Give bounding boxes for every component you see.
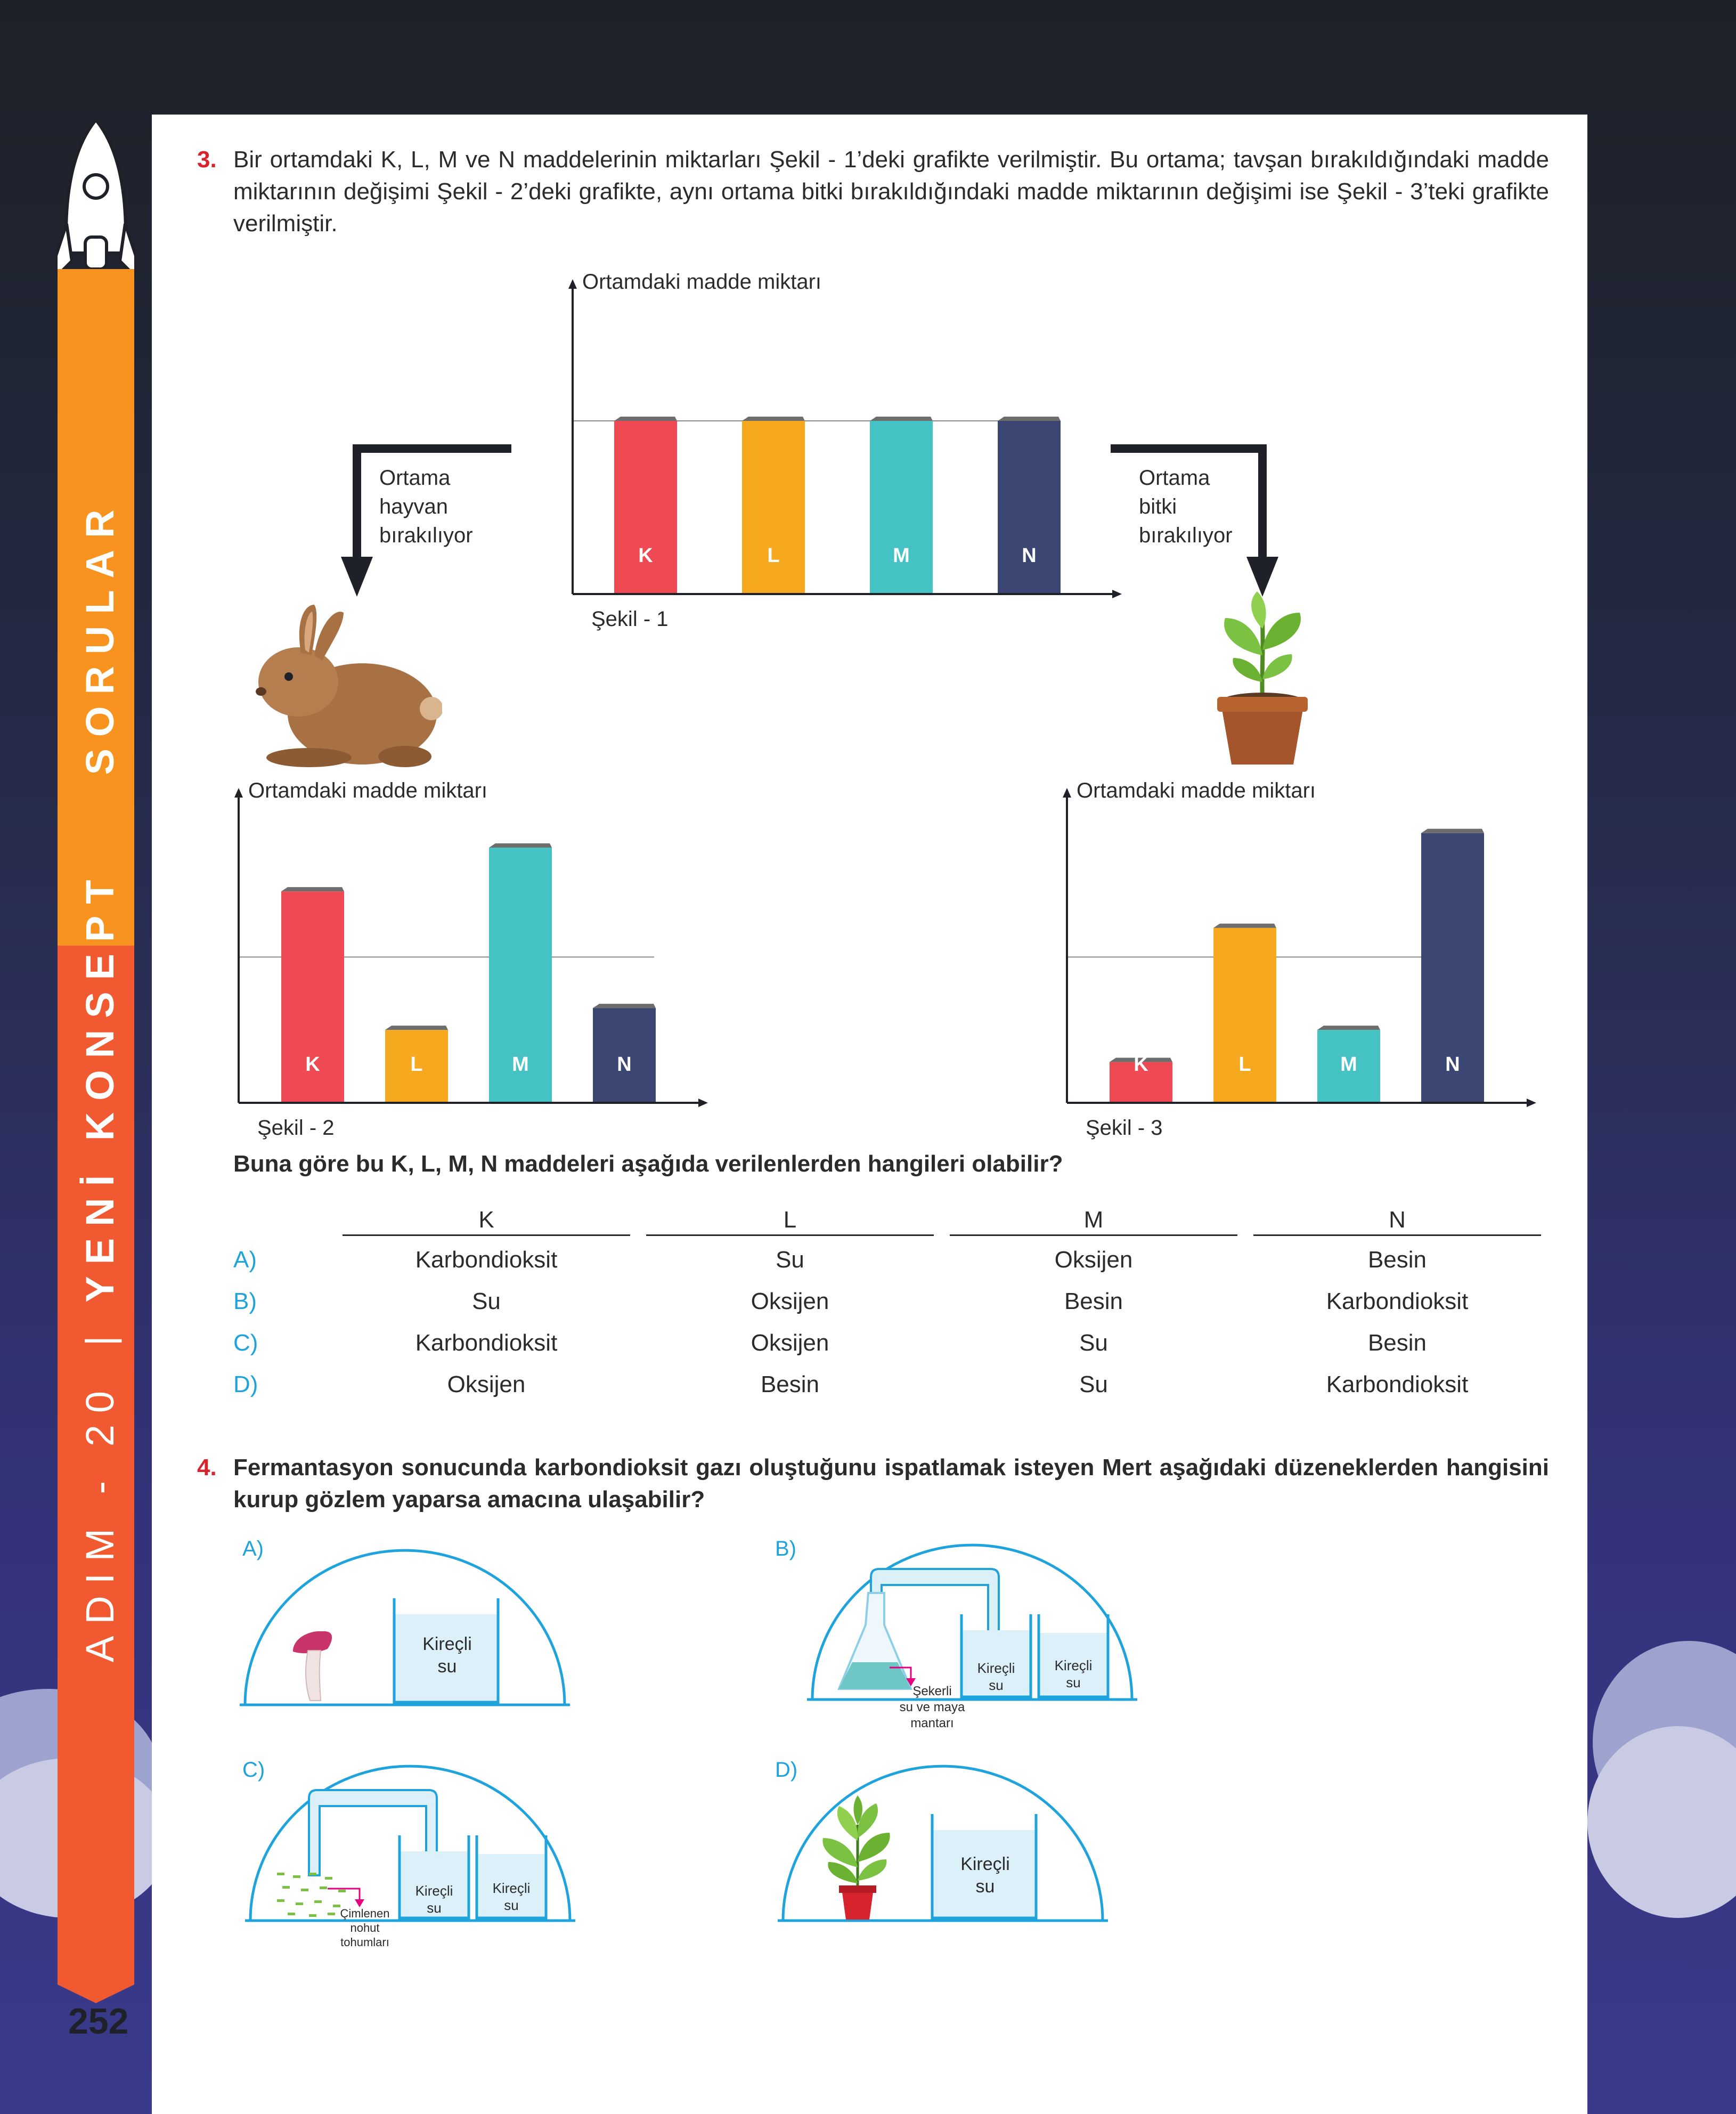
rabbit-illustration <box>240 602 442 773</box>
question-4-text: Fermantasyon sonucunda karbondioksit gazı oluştuğunu ispatlamak isteyen Mert aşağıdaki düzeneklerden hangisini kurup gözlem yaparsa amacına ulaşabilir? <box>233 1454 1549 1513</box>
mushroom-icon <box>293 1631 332 1701</box>
q4-b-beaker1-label: Kireçli su <box>977 1660 1015 1693</box>
chart-2-bar-top-n <box>593 1004 656 1008</box>
chart-2-bar-top-l <box>385 1026 448 1030</box>
chart-1-bar-top-m <box>870 417 933 421</box>
q4-option-d-setup[interactable] <box>772 1761 1113 1926</box>
chart-1-bar-m <box>870 421 933 594</box>
option-a-m: Oksijen <box>1054 1247 1133 1273</box>
chart-3-bar-label-n: N <box>1445 1053 1460 1076</box>
sidebar-yeni-konsept: YENİ KONSEPT <box>78 868 122 1303</box>
option-b-m: Besin <box>1064 1288 1123 1314</box>
option-c-letter: C) <box>233 1330 258 1356</box>
option-d-k: Oksijen <box>447 1371 526 1397</box>
left-arrow-label: Ortama hayvan bırakılıyor <box>379 466 473 547</box>
option-c-l: Oksijen <box>751 1330 829 1356</box>
chart-2-ylabel: Ortamdaki madde miktarı <box>248 780 488 802</box>
sidebar-band-tip <box>58 1971 134 2003</box>
chart-2-title: Şekil - 2 <box>257 1116 335 1140</box>
table-header-l: L <box>783 1207 797 1233</box>
option-d-letter: D) <box>233 1371 258 1397</box>
chart-1-bar-top-k <box>614 417 677 421</box>
chart-1-bar-k <box>614 421 677 594</box>
chart-1-bar-n <box>998 421 1061 594</box>
chart-2-x-axis-arrow <box>698 1099 708 1107</box>
chart-2-bar-label-m: M <box>512 1053 529 1076</box>
option-d-n: Karbondioksit <box>1326 1371 1469 1397</box>
chart-2-bar-top-k <box>281 887 344 891</box>
q4-option-d-letter[interactable]: D) <box>775 1758 798 1782</box>
option-b-l: Oksijen <box>751 1288 829 1314</box>
chart-1-bar-top-l <box>742 417 805 421</box>
option-d-l: Besin <box>760 1371 820 1397</box>
option-a-k: Karbondioksit <box>415 1247 558 1273</box>
chart-2-root <box>234 780 708 1140</box>
header-underline-l <box>646 1234 934 1236</box>
chart-2-bar-label-n: N <box>617 1053 632 1076</box>
q4-option-b-letter[interactable]: B) <box>775 1537 796 1560</box>
sidebar-adim: ADIM - 20 <box>78 1379 122 1662</box>
chart-1-bar-label-l: L <box>767 544 780 567</box>
chart-1-y-axis-arrow <box>568 279 577 289</box>
option-c-k: Karbondioksit <box>415 1330 558 1356</box>
option-c-n: Besin <box>1367 1330 1427 1356</box>
option-b-k: Su <box>472 1288 501 1314</box>
option-a-n: Besin <box>1367 1247 1427 1273</box>
sidebar-separator: | <box>78 1336 122 1346</box>
q4-b-beaker2-label: Kireçli su <box>1054 1657 1093 1690</box>
chart-1-title: Şekil - 1 <box>591 607 669 631</box>
potted-plant-illustration <box>1215 591 1310 767</box>
option-b-letter: B) <box>233 1288 257 1314</box>
chart-3-root <box>1063 780 1536 1140</box>
chart-2-bar-label-l: L <box>410 1053 423 1076</box>
page-number: 252 <box>68 2001 129 2042</box>
chart-3-bar-top-m <box>1317 1026 1380 1030</box>
options-table <box>229 1204 1550 1406</box>
question-3-number: 3. <box>197 147 217 173</box>
header-underline-k <box>343 1234 630 1236</box>
chart-3-bar-label-k: K <box>1134 1053 1148 1076</box>
chart-sekil-1 <box>543 272 1145 645</box>
chart-2-y-axis-arrow <box>234 788 243 798</box>
chart-1-bar-l <box>742 421 805 594</box>
chart-2-bar-top-m <box>489 843 552 848</box>
table-header-n: N <box>1389 1207 1406 1233</box>
chart-1-ylabel: Ortamdaki madde miktarı <box>582 272 822 294</box>
q4-b-flask-label: Şekerli su ve maya mantarı <box>899 1684 965 1730</box>
chart-3-bar-top-n <box>1421 829 1484 833</box>
header-underline-m <box>950 1234 1237 1236</box>
option-b-n: Karbondioksit <box>1326 1288 1469 1314</box>
q4-option-a-letter[interactable]: A) <box>242 1537 264 1560</box>
q4-d-beaker-label: Kireçli su <box>960 1854 1010 1897</box>
q4-option-a-setup[interactable] <box>234 1545 575 1710</box>
table-header-m: M <box>1083 1207 1104 1233</box>
chart-3-x-axis-arrow <box>1527 1099 1536 1107</box>
option-c-m: Su <box>1079 1330 1108 1356</box>
option-d-m: Su <box>1079 1371 1108 1397</box>
chart-1-root <box>568 272 1122 631</box>
sidebar-sorular: SORULAR <box>78 498 122 775</box>
chart-sekil-2 <box>213 780 714 1164</box>
chart-2-bar-label-k: K <box>305 1053 320 1076</box>
q4-c-beaker1-label: Kireçli su <box>415 1883 453 1916</box>
option-a-l: Su <box>776 1247 804 1273</box>
chart-1-bar-label-n: N <box>1022 544 1037 567</box>
houseplant-icon <box>822 1795 890 1920</box>
chart-3-title: Şekil - 3 <box>1086 1116 1163 1140</box>
chart-1-bar-label-m: M <box>893 544 910 567</box>
q4-option-c-letter[interactable]: C) <box>242 1758 265 1782</box>
chart-3-y-axis-arrow <box>1063 788 1071 798</box>
chart-3-ylabel: Ortamdaki madde miktarı <box>1077 780 1316 802</box>
question-3-text: Bir ortamdaki K, L, M ve N maddelerinin miktarları Şekil - 1’deki grafikte verilmiştir. Bu ortama; tavşan bırakıldığındaki madde miktarının değişimi Şekil - 2’deki grafikte, aynı ortama bitki bırakıldığındaki madde miktarının değişimi ise Şekil - 3’teki grafikte verilmiştir. <box>233 147 1549 237</box>
chart-1-bar-top-n <box>998 417 1061 421</box>
header-underline-n <box>1253 1234 1541 1236</box>
chart-1-bar-label-k: K <box>638 544 653 567</box>
chart-3-bar-label-l: L <box>1238 1053 1251 1076</box>
q4-c-seed-label: Çimlenen nohut tohumları <box>340 1907 390 1949</box>
table-header-k: K <box>478 1207 494 1233</box>
rocket-icon <box>56 117 136 282</box>
q4-c-beaker2-label: Kireçli su <box>492 1880 531 1913</box>
question-4-number: 4. <box>197 1454 217 1481</box>
chart-sekil-3 <box>1041 780 1542 1164</box>
question-3-prompt: Buna göre bu K, L, M, N maddeleri aşağıda verilenlerden hangileri olabilir? <box>233 1151 1063 1177</box>
chart-3-bar-label-m: M <box>1340 1053 1357 1076</box>
option-a-letter: A) <box>233 1247 257 1273</box>
chart-3-bar-l <box>1213 928 1276 1103</box>
right-arrow-label: Ortama bitki bırakılıyor <box>1139 466 1233 547</box>
q4-a-beaker-label: Kireçli su <box>422 1634 472 1677</box>
chart-3-bar-top-l <box>1213 924 1276 928</box>
